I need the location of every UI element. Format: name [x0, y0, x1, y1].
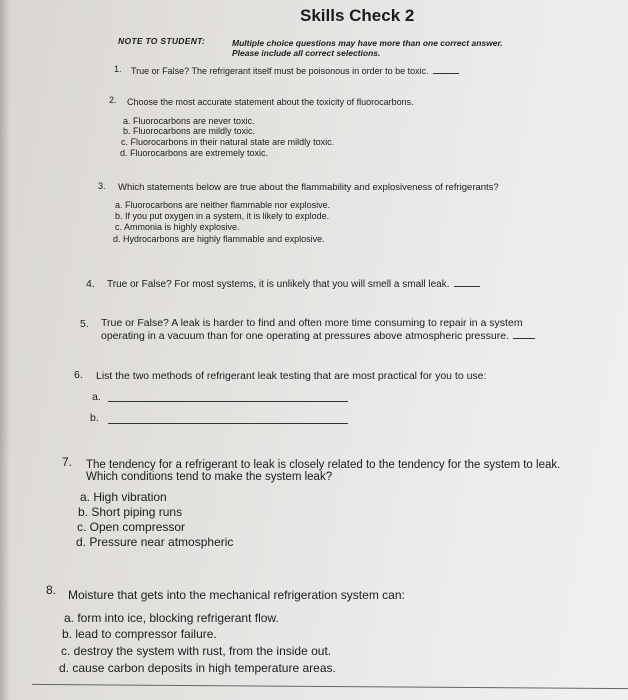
q7-option-b[interactable]: b. Short piping runs	[78, 505, 183, 519]
q3-option-c[interactable]: c. Ammonia is highly explosive.	[115, 222, 240, 232]
q3-option-a[interactable]: a. Fluorocarbons are neither flammable nor explosive.	[115, 200, 331, 210]
q8-text: Moisture that gets into the mechanical refrigeration system can:	[68, 588, 405, 602]
q5-line-1: True or False? A leak is harder to find and often more time consuming to repair in a system	[101, 317, 523, 329]
q7-line-1: The tendency for a refrigerant to leak is closely related to the tendency for the system to leak.	[86, 459, 561, 471]
q6-answer-line-a[interactable]	[108, 401, 348, 402]
q1-answer-blank[interactable]	[433, 72, 459, 74]
page-edge-shadow	[0, 0, 10, 700]
q1-number: 1.	[114, 64, 122, 74]
q5-line-2-text: operating in a vacuum than for one operating at pressures above atmospheric pressure.	[101, 330, 509, 342]
q6-label-a: a.	[92, 391, 101, 403]
q3-option-d[interactable]: d. Hydrocarbons are highly flammable and explosive.	[113, 234, 325, 244]
q2-option-b[interactable]: b. Fluorocarbons are mildly toxic.	[123, 126, 256, 136]
q5-number: 5.	[80, 318, 89, 330]
q4-text	[107, 279, 480, 290]
q2-option-d[interactable]: d. Fluorocarbons are extremely toxic.	[120, 148, 269, 158]
q7-option-a[interactable]: a. High vibration	[80, 490, 167, 504]
q7-option-c[interactable]: c. Open compressor	[77, 520, 186, 534]
q2-option-a[interactable]: a. Fluorocarbons are never toxic.	[123, 116, 255, 126]
q7-line-2: Which conditions tend to make the system leak?	[86, 471, 333, 483]
bottom-rule	[32, 684, 628, 689]
q7-number: 7.	[62, 455, 73, 469]
note-text	[232, 38, 602, 58]
page-title: Skills Check 2	[300, 6, 415, 25]
note-label: NOTE TO STUDENT:	[118, 36, 206, 46]
q2-text: Choose the most accurate statement about the toxicity of fluorocarbons.	[127, 97, 414, 107]
q1-question: True or False? The refrigerant itself must be poisonous in order to be toxic.	[131, 66, 429, 76]
q3-option-b[interactable]: b. If you put oxygen in a system, it is likely to explode.	[115, 211, 330, 221]
q5-line-2	[101, 330, 535, 342]
q6-number: 6.	[74, 369, 83, 381]
q4-question: True or False? For most systems, it is unlikely that you will smell a small leak.	[107, 279, 450, 290]
q6-text: List the two methods of refrigerant leak testing that are most practical for you to use:	[96, 370, 487, 382]
q3-number: 3.	[98, 181, 106, 191]
q8-option-a[interactable]: a. form into ice, blocking refrigerant flow.	[64, 611, 279, 625]
q7-option-d[interactable]: d. Pressure near atmospheric	[76, 535, 234, 549]
q1-text	[131, 66, 459, 76]
q8-option-d[interactable]: d. cause carbon deposits in high temperature areas.	[59, 661, 336, 675]
note-line-1: Multiple choice questions may have more than one correct answer.	[232, 38, 503, 48]
q8-option-c[interactable]: c. destroy the system with rust, from the inside out.	[61, 644, 332, 658]
q8-number: 8.	[46, 583, 57, 597]
note-line-2: Please include all correct selections.	[232, 48, 381, 58]
q5-answer-blank[interactable]	[513, 337, 535, 339]
q2-number: 2.	[109, 95, 117, 105]
q4-number: 4.	[86, 278, 95, 290]
q8-option-b[interactable]: b. lead to compressor failure.	[62, 627, 217, 641]
q4-answer-blank[interactable]	[454, 285, 480, 287]
q2-option-c[interactable]: c. Fluorocarbons in their natural state are mildly toxic.	[121, 137, 335, 147]
q6-label-b: b.	[90, 412, 99, 424]
q6-answer-line-b[interactable]	[108, 423, 348, 424]
q3-text: Which statements below are true about the flammability and explosiveness of refrigerants?	[118, 182, 499, 193]
